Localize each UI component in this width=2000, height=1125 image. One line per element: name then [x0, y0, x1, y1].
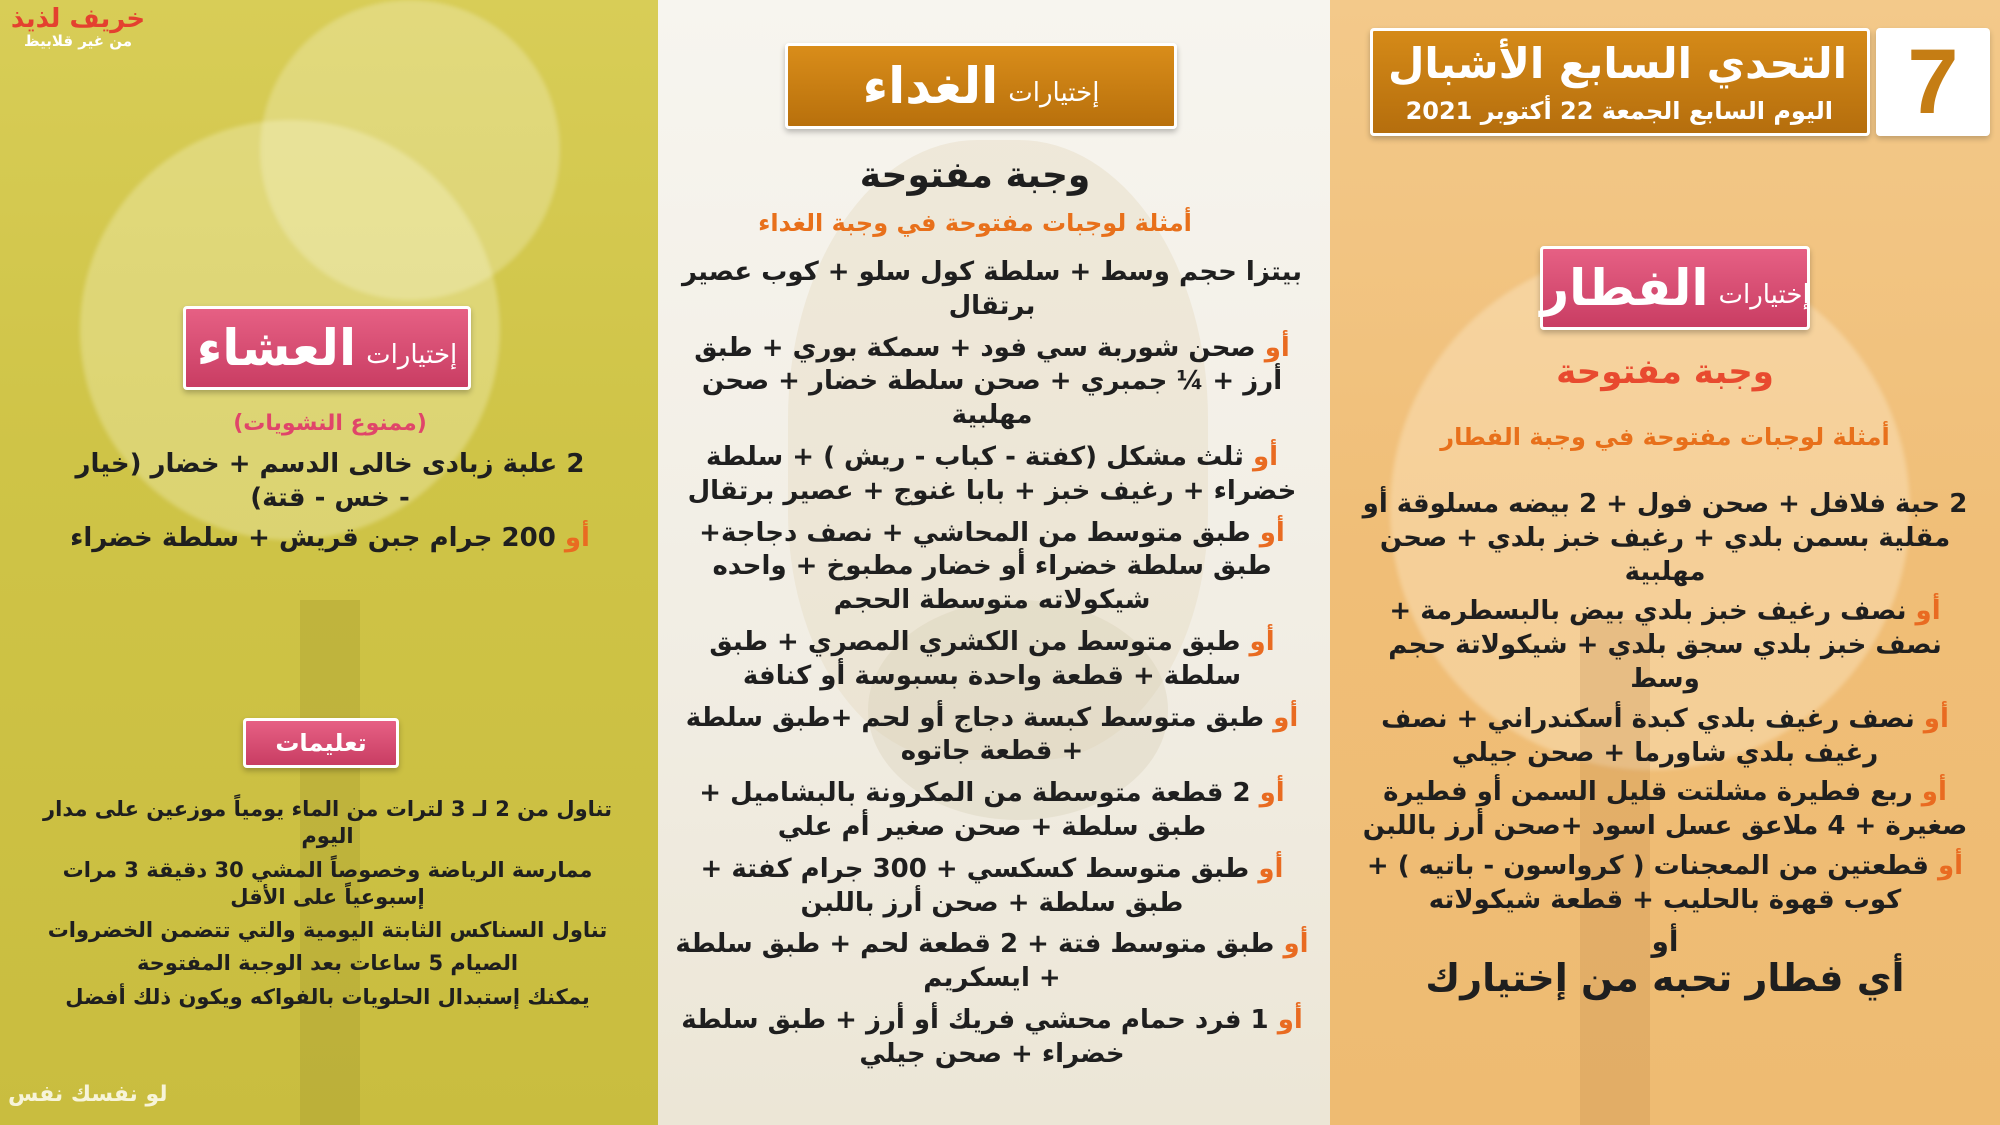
- breakfast-item: أو ربع فطيرة مشلتت قليل السمن أو فطيرة صغيرة + 4 ملاعق عسل اسود +صحن أرز باللبن: [1362, 777, 1968, 842]
- instruction-item: تناول من 2 لـ 3 لترات من الماء يومياً موزعين على مدار اليوم: [43, 797, 612, 849]
- dinner-note: (ممنوع النشويات): [233, 411, 427, 436]
- dinner-items: [70, 448, 590, 561]
- dinner-item: أو 200 جرام جبن قريش + سلطة خضراء: [70, 522, 590, 553]
- dinner-banner-big: العشاء: [196, 319, 357, 377]
- lunch-item: أو طبق متوسط من المحاشي + نصف دجاجة+ طبق سلطة خضراء أو خضار مطبوخ + واحده شيكولاته متوسطة الحجم: [699, 517, 1285, 616]
- challenge-title: التحدي السابع الأشبال: [1387, 39, 1847, 88]
- breakfast-item: 2 حبة فلافل + صحن فول + 2 بيضه مسلوقة أو مقلية بسمن بلدي + رغيف خبز بلدي + صحن مهلبية: [1362, 489, 1968, 587]
- dinner-item: 2 علبة زبادى خالى الدسم + خضار (خيار - خس - قتة): [75, 449, 585, 513]
- breakfast-heading: وجبة مفتوحة: [1556, 352, 1774, 392]
- instruction-item: يمكنك إستبدال الحلويات بالفواكه ويكون ذلك أفضل: [65, 984, 590, 1009]
- background-foliage: [260, 0, 560, 300]
- breakfast-or-word: أو: [1651, 924, 1679, 958]
- dinner-banner: [183, 306, 471, 390]
- lunch-item: أو طبق متوسط كبسة دجاج أو لحم +طبق سلطة + قطعة جاتوه: [685, 702, 1299, 767]
- brand-logo-line2: من غير قلابيظ: [24, 32, 132, 51]
- lunch-item: أو 1 فرد حمام محشي فريك أو أرز + طبق سلطة خضراء + صحن جيلي: [681, 1004, 1303, 1069]
- brand-logo-line1: خريف لذيذ: [10, 4, 146, 34]
- brand-logo: [8, 6, 148, 50]
- breakfast-item: أو نصف رغيف بلدي كبدة أسكندراني + نصف رغيف بلدي شاورما + صحن جيلي: [1381, 703, 1949, 768]
- breakfast-subheading: أمثلة لوجبات مفتوحة في وجبة الفطار: [1440, 423, 1890, 451]
- challenge-date: اليوم السابع الجمعة 22 أكتوبر 2021: [1405, 97, 1833, 125]
- instructions-list: [30, 796, 625, 1017]
- footer-logo: لو نفسك نفس: [8, 1082, 168, 1107]
- breakfast-banner: [1540, 246, 1810, 330]
- breakfast-banner-small: إختيارات: [1718, 280, 1810, 310]
- lunch-item: أو صحن شوربة سي فود + سمكة بوري + طبق أرز + ¼ جمبري + صحن سلطة خضار + صحن مهلبية: [694, 332, 1290, 431]
- lunch-item: أو 2 قطعة متوسطة من المكرونة بالبشاميل + طبق سلطة + صحن صغير أم علي: [699, 778, 1285, 842]
- lunch-subheading: أمثلة لوجبات مفتوحة في وجبة الغداء: [758, 209, 1192, 237]
- breakfast-item: أو قطعتين من المعجنات ( كرواسون - باتيه ) + كوب قهوة بالحليب + قطعة شيكولاته: [1366, 850, 1964, 915]
- breakfast-items: [1355, 488, 1975, 966]
- lunch-item: أو طبق متوسط فتة + 2 قطعة لحم + طبق سلطة + ايسكريم: [675, 929, 1309, 994]
- lunch-item: بيتزا حجم وسط + سلطة كول سلو + كوب عصير برتقال: [681, 257, 1302, 321]
- instruction-item: ممارسة الرياضة وخصوصاً المشي 30 دقيقة 3 مرات إسبوعياً على الأقل: [62, 857, 593, 909]
- instructions-label-text: تعليمات: [275, 729, 367, 757]
- lunch-item: أو طبق متوسط من الكشري المصري + طبق سلطة + قطعة واحدة بسبوسة أو كنافة: [709, 626, 1275, 691]
- lunch-banner: [785, 43, 1177, 129]
- lunch-item: أو طبق متوسط كسكسي + 300 جرام كفتة + طبق سلطة + صحن أرز باللبن: [700, 853, 1284, 918]
- challenge-header: [1370, 28, 1990, 136]
- lunch-heading: وجبة مفتوحة: [859, 155, 1091, 196]
- lunch-banner-small: إختيارات: [1008, 78, 1100, 108]
- dinner-banner-small: إختيارات: [366, 340, 458, 370]
- lunch-item: أو ثلث مشكل (كفتة - كباب - ريش ) + سلطة خضراء + رغيف خبز + بابا غنوج + عصير برتقال: [687, 441, 1297, 506]
- challenge-title-box: [1370, 28, 1870, 136]
- instructions-label: [243, 718, 399, 768]
- breakfast-banner-big: الفطار: [1540, 259, 1709, 317]
- breakfast-item: أو نصف رغيف خبز بلدي بيض بالبسطرمة + نصف خبز بلدي سجق بلدي + شيكولاتة حجم وسط: [1388, 596, 1942, 694]
- day-number: 7: [1876, 28, 1990, 136]
- breakfast-closing: أي فطار تحبه من إختيارك: [1425, 956, 1905, 1000]
- lunch-banner-big: الغداء: [862, 57, 999, 115]
- lunch-items: [672, 256, 1312, 1080]
- instruction-item: الصيام 5 ساعات بعد الوجبة المفتوحة: [136, 951, 519, 976]
- instruction-item: تناول السناكس الثابتة اليومية والتي تتضمن الخضروات: [47, 918, 608, 943]
